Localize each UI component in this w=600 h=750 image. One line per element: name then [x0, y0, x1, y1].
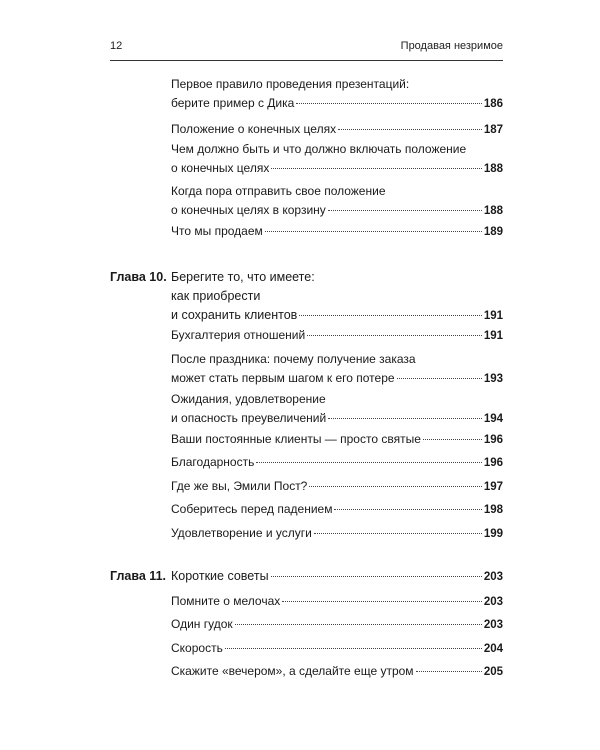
toc-entry-text: и опасность преувеличений — [171, 411, 327, 425]
toc-entry — [171, 615, 503, 634]
page-number: 12 — [110, 40, 123, 52]
toc-entry — [171, 430, 503, 449]
toc-page-number: 196 — [483, 434, 503, 446]
chapter-label: Глава 10. — [110, 270, 167, 284]
toc-entry-text: и сохранить клиентов — [171, 308, 298, 322]
toc-page-number: 205 — [483, 666, 503, 678]
toc-entry-text: о конечных целях — [171, 161, 270, 175]
toc-page-number: 196 — [483, 457, 503, 469]
toc-entry-text: о конечных целях в корзину — [171, 203, 326, 217]
chapter-title — [171, 268, 503, 325]
toc-entry-text: Что мы продаем — [171, 224, 263, 238]
toc-page-number: 203 — [483, 619, 503, 631]
dot-leader — [271, 576, 482, 577]
book-title: Продавая незримое — [400, 40, 503, 52]
toc-entry — [171, 592, 503, 611]
toc-entry-text: Ваши постоянные клиенты — просто святые — [171, 432, 421, 446]
dot-leader — [328, 210, 482, 211]
toc-entry-text: Скажите «вечером», а сделайте еще утром — [171, 664, 414, 678]
toc-page-number: 187 — [483, 124, 503, 136]
toc-page-number: 189 — [483, 226, 503, 238]
dot-leader — [299, 315, 481, 316]
dot-leader — [271, 168, 481, 169]
toc-page-number: 203 — [483, 596, 503, 608]
toc-entry — [171, 390, 503, 428]
running-header — [110, 37, 503, 57]
toc-entry-text: Один гудок — [171, 617, 233, 631]
dot-leader — [309, 486, 481, 487]
toc-entry — [171, 140, 503, 178]
toc-entry — [171, 500, 503, 519]
toc-page-number: 203 — [483, 571, 503, 583]
dot-leader — [307, 335, 482, 336]
dot-leader — [265, 231, 482, 232]
toc-entry-text: берите пример с Дика — [171, 96, 295, 110]
toc-page-number: 191 — [483, 330, 503, 342]
toc-entry-text: Чем должно быть и что должно включать положение — [171, 142, 467, 156]
toc-entry-text: Ожидания, удовлетворение — [171, 392, 326, 406]
toc-page-number: 186 — [483, 98, 503, 110]
toc-entry-text: Короткие советы — [171, 569, 269, 583]
toc-entry — [171, 222, 503, 241]
toc-entry-text: Первое правило проведения презентаций: — [171, 77, 410, 91]
toc-entry-text: как приобрести — [171, 289, 261, 303]
header-rule — [110, 60, 503, 61]
toc-entry — [171, 350, 503, 388]
dot-leader — [416, 671, 482, 672]
toc-entry-text: может стать первым шагом к его потере — [171, 371, 395, 385]
toc-entry — [171, 75, 503, 113]
toc-entry — [171, 662, 503, 681]
toc-page-number: 198 — [483, 504, 503, 516]
toc-entry-text: Скорость — [171, 641, 223, 655]
toc-page-number: 199 — [483, 528, 503, 540]
dot-leader — [334, 509, 481, 510]
dot-leader — [296, 103, 481, 104]
dot-leader — [314, 533, 482, 534]
toc-page-number: 204 — [483, 643, 503, 655]
toc-entry-text: Когда пора отправить свое положение — [171, 184, 386, 198]
toc-entry-text: Благодарность — [171, 455, 255, 469]
toc-entry — [171, 639, 503, 658]
toc-entry-text: Соберитесь перед падением — [171, 502, 333, 516]
dot-leader — [256, 462, 481, 463]
toc-entry-text: После праздника: почему получение заказа — [171, 352, 416, 366]
dot-leader — [225, 648, 482, 649]
toc-entry-text: Помните о мелочах — [171, 594, 281, 608]
dot-leader — [397, 378, 482, 379]
chapter-title — [171, 567, 503, 586]
toc-entry-text: Положение о конечных целях — [171, 122, 337, 136]
toc-page-number: 188 — [483, 163, 503, 175]
toc-entry — [171, 453, 503, 472]
toc-page-number: 193 — [483, 373, 503, 385]
toc-entry-text: Где же вы, Эмили Пост? — [171, 479, 308, 493]
toc-entry-text: Бухгалтерия отношений — [171, 328, 306, 342]
toc-entry — [171, 524, 503, 543]
toc-entry — [171, 477, 503, 496]
toc-page-number: 188 — [483, 205, 503, 217]
toc-page-number: 197 — [483, 481, 503, 493]
dot-leader — [423, 439, 482, 440]
chapter-label: Глава 11. — [110, 569, 166, 583]
toc-entry — [171, 120, 503, 139]
toc-entry-text: Удовлетворение и услуги — [171, 526, 312, 540]
dot-leader — [235, 624, 482, 625]
toc-entry — [171, 182, 503, 220]
dot-leader — [328, 418, 482, 419]
toc-page-number: 191 — [483, 310, 503, 322]
dot-leader — [338, 129, 482, 130]
toc-page-number: 194 — [483, 413, 503, 425]
dot-leader — [282, 601, 482, 602]
toc-entry — [171, 326, 503, 345]
toc-entry-text: Берегите то, что имеете: — [171, 270, 315, 284]
